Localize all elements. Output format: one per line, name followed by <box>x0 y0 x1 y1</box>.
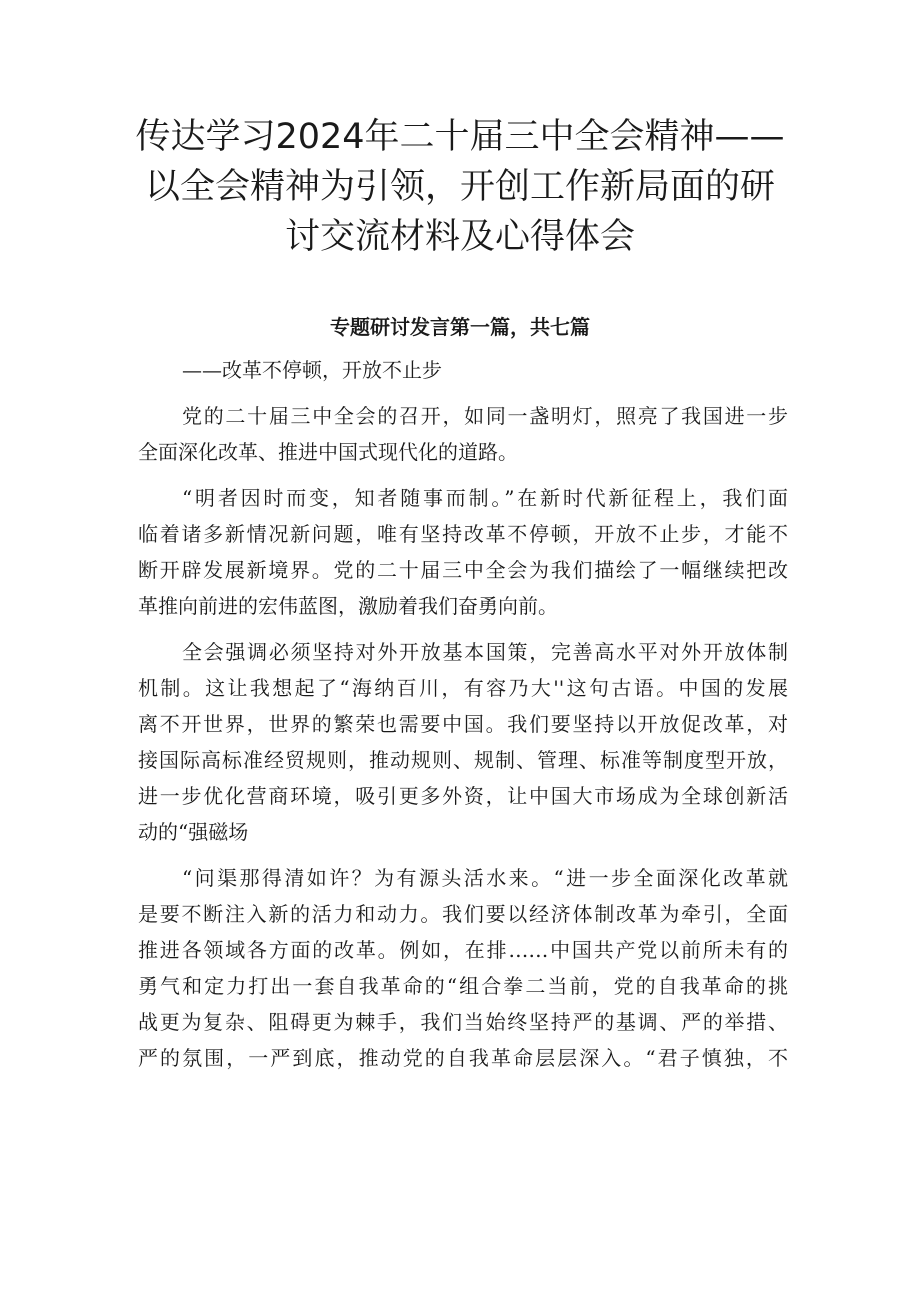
text-line: 离不开世界，世界的繁荣也需要中国。我们要坚持以开放促改革，对 <box>138 712 788 736</box>
text-line: 是要不断注入新的活力和动力。我们要以经济体制改革为牵引，全面 <box>138 902 788 926</box>
text-line: 动的“强磁场 <box>138 820 249 844</box>
text-line: 全面深化改革、推进中国式现代化的道路。 <box>138 440 518 464</box>
text-line: ——改革不停顿，开放不止步 <box>182 358 442 382</box>
text-line: 全会强调必须坚持对外开放基本国策，完善高水平对外开放体制 <box>182 640 788 664</box>
text-line: 革推向前进的宏伟蓝图，激励着我们奋勇向前。 <box>138 594 558 618</box>
text-line: 严的氛围，一严到底，推动党的自我革命层层深入。“君子慎独，不 <box>138 1046 788 1070</box>
text-line: “问渠那得清如许？为有源头活水来。“进一步全面深化改革就 <box>182 866 788 890</box>
paragraph <box>138 634 788 850</box>
paragraph <box>138 352 788 388</box>
document-body <box>138 352 788 1076</box>
text-line: 临着诸多新情况新问题，唯有坚持改革不停顿，开放不止步，才能不 <box>138 522 788 546</box>
title-line: 讨交流材料及心得体会 <box>284 217 635 257</box>
paragraph <box>138 860 788 1076</box>
title-line: 以全会精神为引领，开创工作新局面的研 <box>144 167 775 207</box>
text-line: 机制。这让我想起了“海纳百川，有容乃大''这句古语。中国的发展 <box>138 676 788 700</box>
paragraph <box>138 398 788 470</box>
text-line: 勇气和定力打出一套自我革命的“组合拳二当前，党的自我革命的挑 <box>138 974 788 998</box>
title-line: 传达学习2024年二十届三中全会精神—— <box>135 117 785 157</box>
paragraph <box>138 480 788 624</box>
text-line: 进一步优化营商环境，吸引更多外资，让中国大市场成为全球创新活 <box>138 784 788 808</box>
section-heading: 专题研讨发言第一篇，共七篇 <box>330 315 590 339</box>
text-line: 党的二十届三中全会的召开，如同一盏明灯，照亮了我国进一步 <box>182 404 788 428</box>
text-line: 接国际高标准经贸规则，推动规则、规制、管理、标准等制度型开放， <box>138 748 788 772</box>
text-line: “明者因时而变，知者随事而制。”在新时代新征程上，我们面 <box>182 486 788 510</box>
document-title <box>120 112 800 262</box>
text-line: 战更为复杂、阻碍更为棘手，我们当始终坚持严的基调、严的举措、 <box>138 1010 788 1034</box>
text-line: 推进各领域各方面的改革。例如，在排……中国共产党以前所未有的 <box>138 938 788 962</box>
text-line: 断开辟发展新境界。党的二十届三中全会为我们描绘了一幅继续把改 <box>138 558 788 582</box>
